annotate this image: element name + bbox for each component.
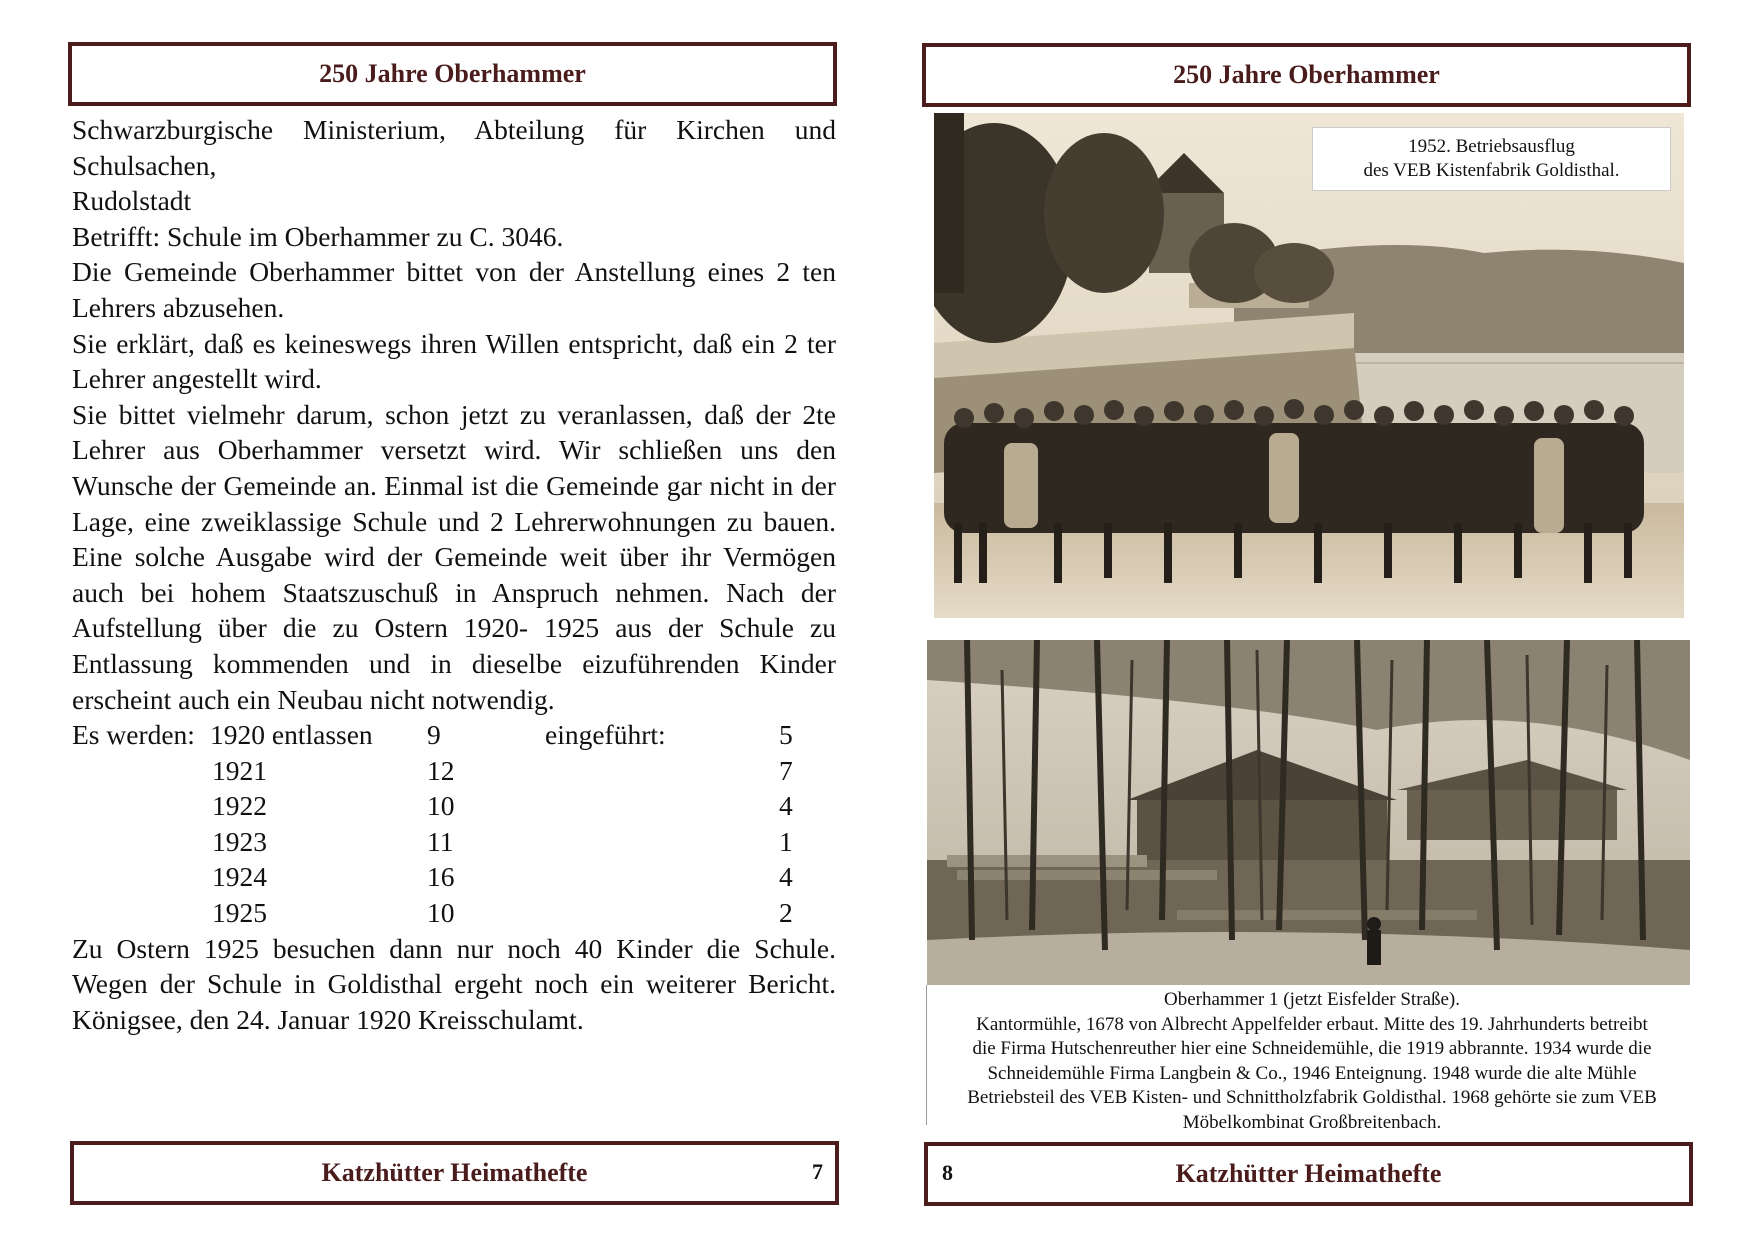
table-intro: Es werden:: [72, 719, 195, 751]
table-row: [72, 895, 836, 931]
table-row: [72, 788, 836, 824]
caption-line: Betriebsteil des VEB Kisten- und Schnittholzfabrik Goldisthal. 1968 gehörte sie zum VEB: [967, 1087, 1657, 1108]
mill-photo: [927, 640, 1690, 985]
table-released: 10: [427, 790, 455, 822]
table-year: 1923: [212, 825, 267, 857]
left-header-title: 250 Jahre Oberhammer: [319, 59, 586, 88]
photo1-caption: [1312, 127, 1671, 191]
caption-line: Kantormühle, 1678 von Albrecht Appelfelder erbaut. Mitte des 19. Jahrhunderts betreibt: [976, 1013, 1648, 1035]
right-page-header: [922, 43, 1691, 107]
mill-photo-caption: [928, 988, 1696, 1135]
right-header-title: 250 Jahre Oberhammer: [1173, 60, 1440, 89]
table-year: 1924: [212, 861, 267, 893]
paragraph: Rudolstadt: [72, 185, 192, 217]
left-footer-title: Katzhütter Heimathefte: [321, 1158, 588, 1187]
left-page-header: [68, 42, 837, 106]
left-page-body: [72, 112, 836, 1037]
caption-line: Schneidemühle Firma Langbein & Co., 1946 Enteignung. 1948 wurde die alte Mühle: [987, 1062, 1637, 1084]
caption-line: Möbelkombinat Großbreitenbach.: [1182, 1111, 1442, 1133]
table-introduced: 2: [779, 897, 793, 929]
paragraph: Schwarzburgische Ministerium, Abteilung für Kirchen und Schulsachen,: [72, 114, 836, 181]
table-row: [72, 824, 836, 860]
left-page-footer: [70, 1141, 839, 1205]
right-footer-title: Katzhütter Heimathefte: [1175, 1159, 1442, 1188]
paragraph: Sie bittet vielmehr darum, schon jetzt zu veranlassen, daß der 2te Lehrer aus Oberhammer versetzt wird. Wir schließen uns den Wunsche der Gemeinde an. Einmal ist die Gemeinde gar nicht in der Lage, eine zweiklassige Schule und 2 Lehrerwohnungen zu bauen. Eine solche Ausgabe wird der Gemeinde weit über ihr Vermögen auch bei hohem Staatszuschuß in Anspruch nehmen. Nach der Aufstellung über die zu Ostern 1920- 1925 aus der Schule zu Entlassung kommenden und in dieselbe eizuführenden Kinder erscheint auch ein Neubau nicht notwendig.: [72, 398, 836, 715]
enrollment-table: [72, 717, 836, 931]
paragraph: Sie erklärt, daß es keineswegs ihren Willen entspricht, daß ein 2 ter Lehrer angestellt wird.: [72, 327, 836, 395]
caption-line: die Firma Hutschenreuther hier eine Schneidemühle, die 1919 abbrannte. 1934 wurde die: [972, 1038, 1652, 1059]
page-number-left: 7: [812, 1159, 823, 1184]
table-row: [72, 717, 836, 753]
table-introduced: 4: [779, 790, 793, 822]
table-row: [72, 753, 836, 789]
table-released: 10: [427, 897, 455, 929]
right-page-footer: [924, 1142, 1693, 1206]
mill-photo-image: [927, 640, 1690, 985]
table-released: 12: [427, 754, 455, 786]
group-photo-1952: [934, 113, 1684, 618]
page-number-right: 8: [942, 1160, 953, 1185]
table-released: 16: [427, 861, 455, 893]
table-row: [72, 859, 836, 895]
table-year: 1925: [212, 897, 267, 929]
mill-photo-border: [926, 985, 927, 1125]
caption-line: Oberhammer 1 (jetzt Eisfelder Straße).: [1164, 989, 1460, 1010]
paragraph: Betrifft: Schule im Oberhammer zu C. 3046.: [72, 220, 564, 252]
table-year: 1920 entlassen: [210, 719, 373, 751]
photo1-caption-line: 1952. Betriebsausflug: [1408, 136, 1575, 157]
closing-paragraph: Zu Ostern 1925 besuchen dann nur noch 40 Kinder die Schule. Wegen der Schule in Goldisthal ergeht noch ein weiterer Bericht. Königsee, den 24. Januar 1920 Kreisschulamt.: [72, 932, 836, 1035]
table-introduced: 4: [779, 861, 793, 893]
table-introduced: 7: [779, 754, 793, 786]
paragraph: Die Gemeinde Oberhammer bittet von der Anstellung eines 2 ten Lehrers abzusehen.: [72, 256, 836, 323]
table-col-label: eingeführt:: [545, 719, 666, 751]
photo1-caption-line: des VEB Kistenfabrik Goldisthal.: [1363, 160, 1620, 181]
table-year: 1921: [212, 754, 267, 786]
table-introduced: 1: [779, 825, 793, 857]
table-released: 11: [427, 825, 454, 857]
table-year: 1922: [212, 790, 267, 822]
table-released: 9: [427, 719, 441, 751]
table-introduced: 5: [779, 719, 793, 751]
